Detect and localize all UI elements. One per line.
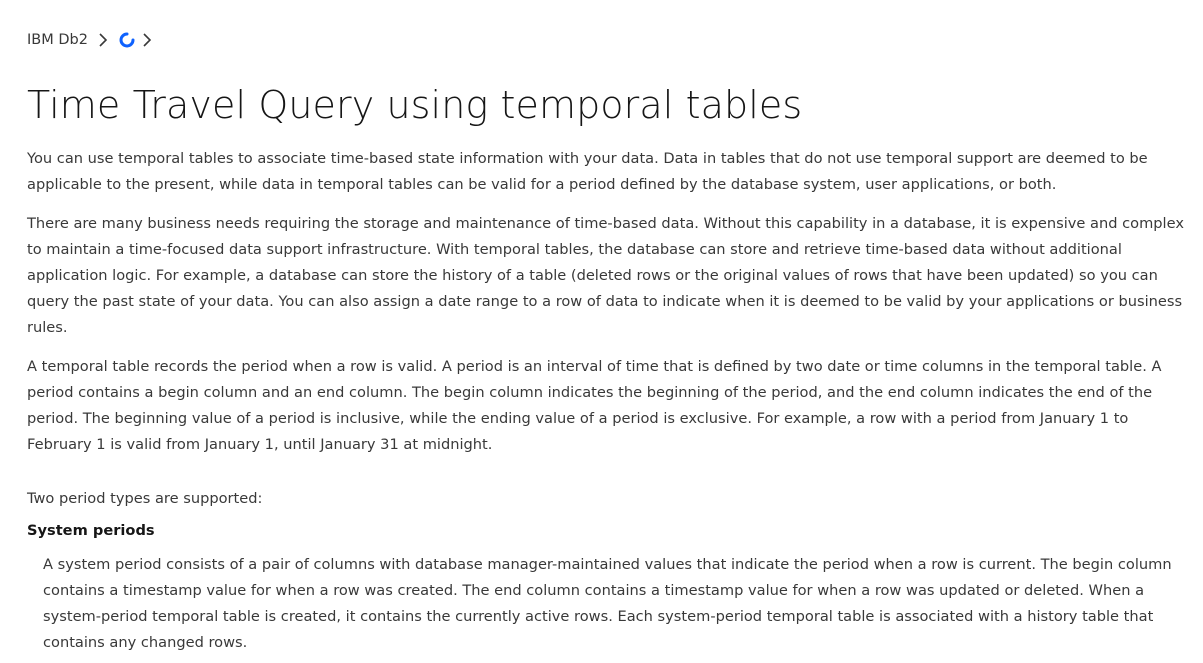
chevron-right-icon [142, 32, 152, 48]
definition-list [27, 518, 1187, 656]
period-paragraph: A temporal table records the period when a row is valid. A period is an interval of time that is defined by two date or time columns in the temporal table. A period contains a begin column and an end column. The begin column indicates the beginning of the period, and the end column indicates the end of the period. The beginning value of a period is inclusive, while the ending value of a period is exclusive. For example, a row with a period from January 1 to February 1 is valid from January 1, until January 31 at midnight. [27, 358, 1162, 453]
definition-term-system-periods: System periods [27, 522, 155, 539]
page-content [0, 20, 1187, 656]
breadcrumb [27, 20, 1187, 60]
period-types-intro: Two period types are supported: [27, 490, 263, 507]
page-title: Time Travel Query using temporal tables [27, 83, 803, 127]
breadcrumb-item-ibm-db2[interactable]: IBM Db2 [27, 32, 88, 48]
chevron-right-icon [98, 32, 108, 48]
definition-description-system-periods: A system period consists of a pair of columns with database manager-maintained values that indicate the period when a row is current. The begin column contains a timestamp value for when a row was created. The end column contains a timestamp value for when a row was updated or deleted. When a system-period temporal table is created, it contains the currently active rows. Each system-period temporal table is associated with a history table that contains any changed rows. [43, 556, 1172, 651]
loading-spinner-icon [118, 31, 136, 49]
intro-paragraph: You can use temporal tables to associate time-based state information with your data. Data in tables that do not use temporal support are deemed to be applicable to the present, while data in temporal tables can be valid for a period defined by the database system, user applications, or both. [27, 150, 1148, 193]
business-needs-paragraph: There are many business needs requiring the storage and maintenance of time-based data. Without this capability in a database, it is expensive and complex to maintain a time-focused data support infrastructure. With temporal tables, the database can store and retrieve time-based data without additional application logic. For example, a database can store the history of a table (deleted rows or the original values of rows that have been updated) so you can query the past state of your data. You can also assign a date range to a row of data to indicate when it is deemed to be valid by your applications or business rules. [27, 215, 1184, 336]
